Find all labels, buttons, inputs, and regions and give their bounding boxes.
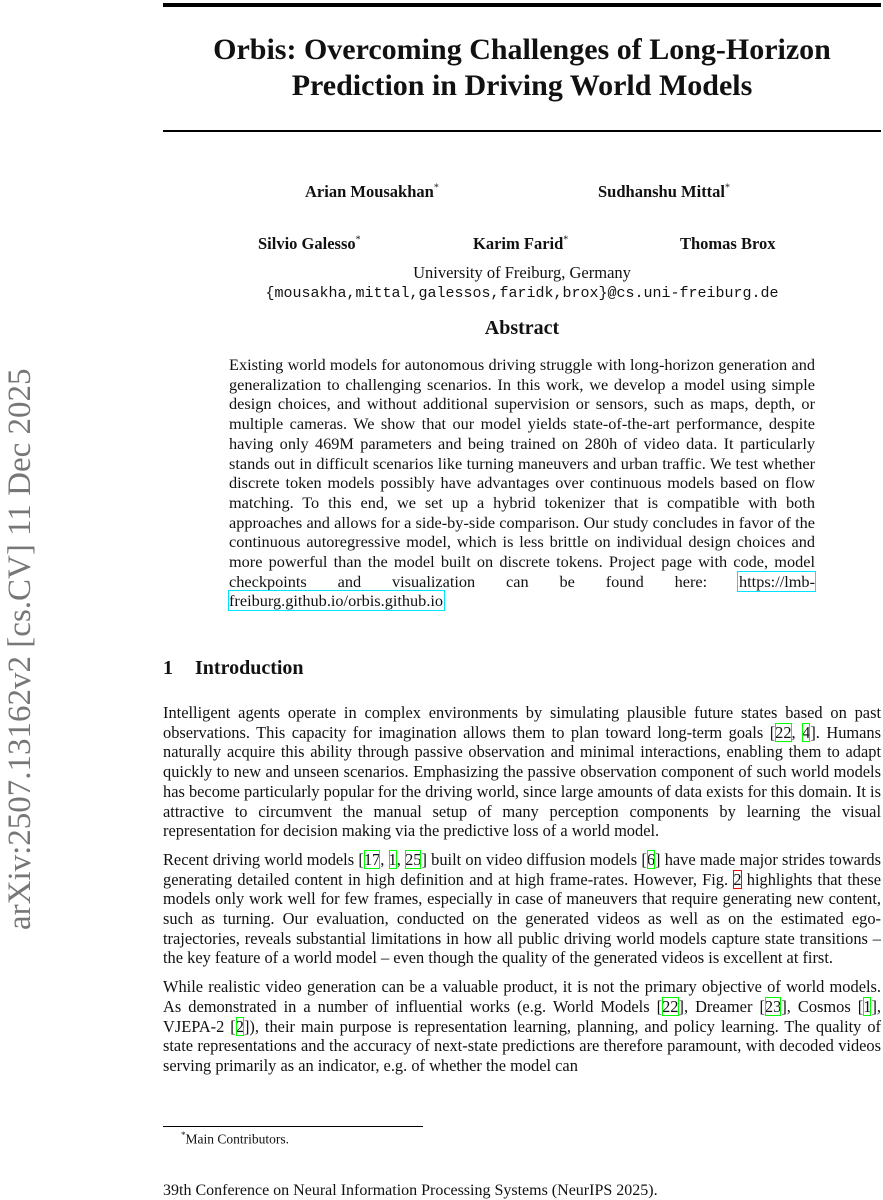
paragraph-text: , [396, 849, 406, 869]
section-heading [163, 657, 304, 680]
paragraph-text: ] have made major strides towards generating detailed content in high definition and at high frame-rates. However, Fig. [163, 849, 881, 889]
paragraph-text: ]. Humans naturally acquire this ability through passive observation and minimal interactions, enabling them to adapt quickly to new and unseen scenarios. Emphasizing the passive observation component of such world models has become particularly popular for the driving world, since large amounts of data exists for this domain. It is attractive to circumvent the manual setup of many perception components by learning the visual representation for decision making via the predictive loss of a world model. [163, 722, 881, 841]
title-rule [163, 130, 881, 132]
author-name: Arian Mousakhan [305, 182, 434, 201]
arxiv-identifier: arXiv:2507.13162v2 [cs.CV] 11 Dec 2025 [2, 368, 38, 930]
paragraph-text: , [380, 849, 389, 869]
author-name: Thomas Brox [680, 234, 776, 253]
paper-title [163, 32, 881, 104]
author [598, 182, 730, 202]
author-mark: * [725, 182, 731, 194]
footnote-mark: * [181, 1130, 186, 1140]
author-emails: {mousakha,mittal,galessos,faridk,brox}@cs.uni-freiburg.de [265, 285, 779, 302]
paragraph-text: Intelligent agents operate in complex environments by simulating plausible future states based on past observations. This capacity for imagination allows them to plan toward long-term goals [ [163, 703, 881, 742]
author-name: Silvio Galesso [258, 234, 356, 253]
paragraph-text: Recent driving world models [ [163, 849, 364, 869]
author [680, 234, 776, 254]
title-line: Orbis: Overcoming Challenges of Long-Horizon [213, 33, 831, 66]
paragraph-text: ], Dreamer [ [678, 996, 765, 1016]
citation-link[interactable]: 23 [764, 996, 782, 1016]
citation-link[interactable]: 1 [388, 849, 397, 869]
citation-link[interactable]: 1 [863, 996, 872, 1016]
paragraph-text: ]), their main purpose is representation learning, planning, and policy learning. The quality of state representations and the accuracy of next-state predictions are therefore paramount, with decoded videos serving primarily as an indicator, e.g. of whether the model can [163, 1016, 881, 1075]
paragraph-text: ], VJEPA-2 [ [163, 996, 881, 1036]
citation-link[interactable]: 17 [363, 849, 381, 869]
paragraph-text: ], Cosmos [ [781, 996, 864, 1016]
introduction-body [163, 703, 881, 1085]
abstract-text [229, 355, 815, 611]
paragraph [163, 850, 881, 968]
paragraph [163, 703, 881, 841]
conference-footer: 39th Conference on Neural Information Processing Systems (NeurIPS 2025). [163, 1182, 658, 1199]
footnote-rule [163, 1126, 423, 1127]
citation-link[interactable]: 4 [802, 722, 811, 742]
citation-link[interactable]: 2 [235, 1016, 244, 1036]
footnote-text: Main Contributors. [185, 1131, 289, 1147]
project-page-link[interactable]: https://lmb-freiburg.github.io/orbis.github.io [229, 571, 815, 611]
citation-link[interactable]: 6 [646, 849, 656, 869]
section-number: 1 [163, 657, 173, 679]
author-name: Sudhanshu Mittal [598, 182, 726, 201]
citation-link[interactable]: 22 [662, 996, 679, 1016]
paragraph [163, 977, 881, 1076]
paragraph-text: highlights that these models only work well for few frames, especially in case of maneuvers that require generating new content, such as turning. Our evaluation, conducted on the generated videos as well as on the estimated ego-trajectories, reveals substantial limitations in how all public driving world models capture state transitions – the key feature of a world model – even though the quality of the generated videos is excellent at first. [163, 869, 882, 968]
author [305, 182, 439, 202]
top-rule [163, 3, 881, 7]
author [473, 234, 568, 254]
author-mark: * [433, 182, 439, 194]
paragraph-text: ] built on video diffusion models [ [421, 849, 647, 869]
citation-link[interactable]: 22 [775, 722, 792, 742]
figure-reference-link[interactable]: 2 [733, 869, 742, 889]
author [258, 234, 361, 254]
affiliation: University of Freiburg, Germany [413, 263, 631, 282]
paragraph-text: , [791, 722, 803, 742]
abstract-heading: Abstract [484, 317, 560, 339]
title-line: Prediction in Driving World Models [291, 69, 753, 102]
abstract-body: Existing world models for autonomous driving struggle with long-horizon generation and generalization to challenging scenarios. In this work, we develop a model using simple design choices, and without additional supervision or sensors, such as maps, depth, or multiple cameras. We show that our model yields state-of-the-art performance, despite having only 469M parameters and being trained on 280h of video data. It particularly stands out in difficult scenarios like turning maneuvers and urban traffic. We test whether discrete token models possibly have advantages over continuous models based on flow matching. To this end, we set up a hybrid tokenizer that is compatible with both approaches and allows for a side-by-side comparison. Our study concludes in favor of the continuous autoregressive model, which is less brittle on individual design choices and more powerful than the model built on discrete tokens. Project page with code, model checkpoints and visualization can be found here: [229, 355, 815, 591]
footnote [181, 1130, 289, 1148]
author-name: Karim Farid [473, 234, 564, 253]
citation-link[interactable]: 25 [405, 849, 422, 869]
author-mark: * [563, 234, 569, 246]
section-title: Introduction [195, 657, 304, 679]
paragraph-text: While realistic video generation can be a valuable product, it is not the primary objective of world models. As demonstrated in a number of influential works (e.g. World Models [ [163, 977, 881, 1016]
author-mark: * [355, 234, 361, 246]
